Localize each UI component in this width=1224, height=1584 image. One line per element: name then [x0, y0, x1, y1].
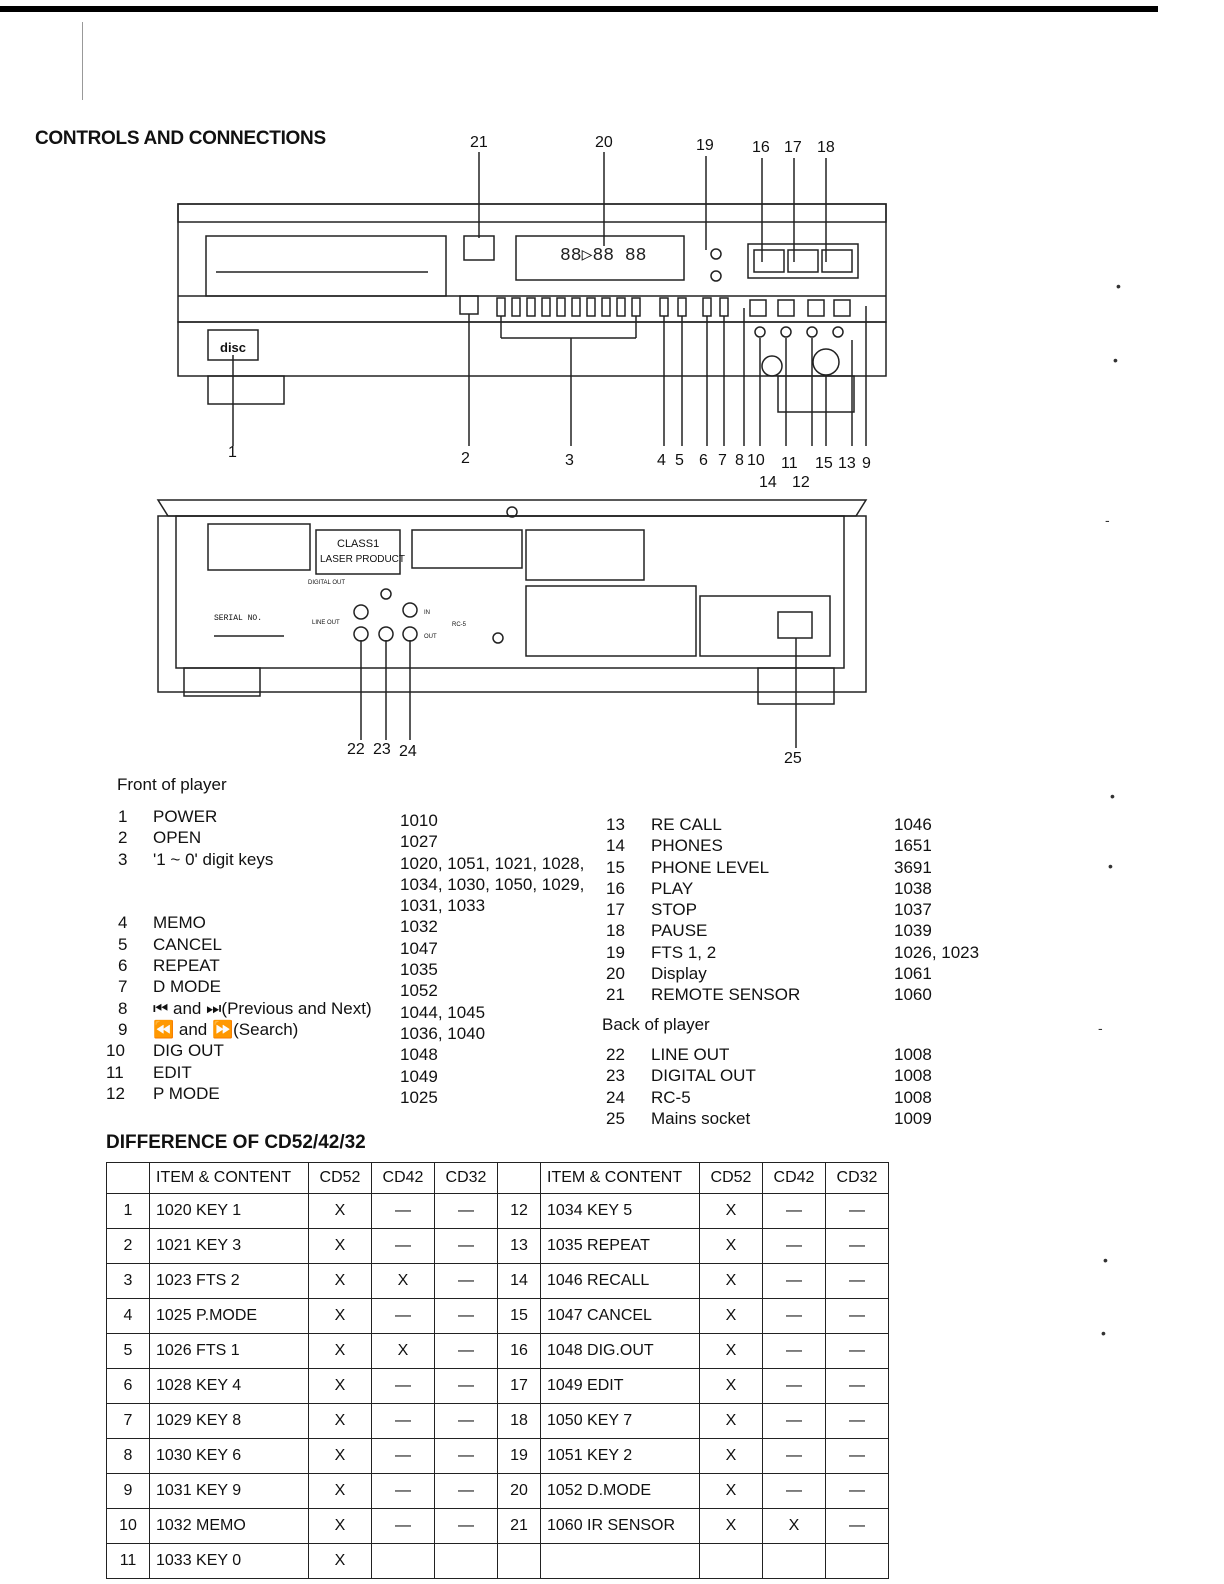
callout-10: 10 — [747, 452, 765, 469]
cd42-cell: — — [372, 1194, 435, 1229]
disc-logo: disc — [220, 340, 247, 355]
item-content: 1023 FTS 2 — [150, 1264, 309, 1299]
cd52-cell: X — [700, 1334, 763, 1369]
list-item: 24 RC-5 1008 — [606, 1087, 932, 1107]
cd32-cell: — — [826, 1194, 889, 1229]
table-row — [107, 1474, 889, 1509]
callout-19: 19 — [696, 137, 714, 154]
list-item: 3 '1 ~ 0' digit keys — [118, 849, 274, 869]
header-cd42: CD42 — [372, 1163, 435, 1194]
cd52-cell: X — [700, 1474, 763, 1509]
cd32-cell: — — [435, 1439, 498, 1474]
list-item: 23 DIGITAL OUT 1008 — [606, 1066, 932, 1086]
callout-1: 1 — [228, 444, 237, 461]
cd52-cell: X — [700, 1509, 763, 1544]
digital-out-label: DIGITAL OUT — [308, 580, 346, 586]
list-item: 19 FTS 1, 2 1026, 1023 — [606, 942, 980, 962]
row-index: 19 — [498, 1439, 541, 1474]
difference-table-body — [107, 1194, 889, 1579]
item-content: 1029 KEY 8 — [150, 1404, 309, 1439]
cd42-cell: — — [763, 1229, 826, 1264]
row-index: 2 — [107, 1229, 150, 1264]
row-index: 14 — [498, 1264, 541, 1299]
callout-24: 24 — [399, 743, 417, 760]
list-item: 17 STOP 1037 — [606, 900, 932, 920]
item-content — [541, 1544, 700, 1579]
cd52-cell: X — [309, 1439, 372, 1474]
callout-3: 3 — [565, 452, 574, 469]
row-index: 12 — [498, 1194, 541, 1229]
table-header-row — [107, 1163, 889, 1194]
cd42-cell: X — [372, 1334, 435, 1369]
row-index — [498, 1544, 541, 1579]
item-content: 1034 KEY 5 — [541, 1194, 700, 1229]
header-cd32: CD32 — [435, 1163, 498, 1194]
callout-23: 23 — [373, 741, 391, 758]
item-content: 1020 KEY 1 — [150, 1194, 309, 1229]
list-item: 18 PAUSE 1039 — [606, 921, 932, 941]
header-item: ITEM & CONTENT — [150, 1163, 309, 1194]
cd32-cell: — — [435, 1369, 498, 1404]
cd52-cell: X — [309, 1229, 372, 1264]
item-content: 1031 KEY 9 — [150, 1474, 309, 1509]
table-row — [107, 1299, 889, 1334]
header-cd52: CD52 — [700, 1163, 763, 1194]
callout-6: 6 — [699, 452, 708, 469]
cd52-cell: X — [309, 1404, 372, 1439]
cd32-cell: — — [826, 1439, 889, 1474]
callout-5: 5 — [675, 452, 684, 469]
cd32-cell: — — [435, 1474, 498, 1509]
rc5-label: RC-5 — [452, 622, 467, 628]
callout-11: 11 — [781, 455, 798, 472]
rc5-out-label: OUT — [424, 634, 437, 640]
callout-14: 14 — [759, 474, 777, 491]
callout-16: 16 — [752, 139, 770, 156]
row-index: 10 — [107, 1509, 150, 1544]
cd42-cell: — — [763, 1369, 826, 1404]
table-row — [107, 1404, 889, 1439]
list-item: 21 REMOTE SENSOR 1060 — [606, 985, 932, 1005]
cd42-cell: X — [763, 1509, 826, 1544]
cd32-cell: — — [826, 1229, 889, 1264]
row-index: 11 — [107, 1544, 150, 1579]
cd42-cell: — — [372, 1229, 435, 1264]
list-item: 20 Display 1061 — [606, 964, 932, 984]
item-content: 1051 KEY 2 — [541, 1439, 700, 1474]
item-content: 1050 KEY 7 — [541, 1404, 700, 1439]
cd52-cell: X — [309, 1369, 372, 1404]
item-content: 1047 CANCEL — [541, 1299, 700, 1334]
page-title: CONTROLS AND CONNECTIONS — [35, 128, 326, 149]
cd52-cell — [700, 1544, 763, 1579]
front-list-left — [106, 806, 388, 1104]
row-index: 1 — [107, 1194, 150, 1229]
item-content: 1032 MEMO — [150, 1509, 309, 1544]
list-item: 15 PHONE LEVEL 3691 — [606, 857, 932, 877]
list-item: 7 D MODE — [118, 977, 221, 997]
header-cd52: CD52 — [309, 1163, 372, 1194]
row-index: 9 — [107, 1474, 150, 1509]
cd42-cell: — — [763, 1264, 826, 1299]
item-content: 1028 KEY 4 — [150, 1369, 309, 1404]
item-content: 1052 D.MODE — [541, 1474, 700, 1509]
header-item: ITEM & CONTENT — [541, 1163, 700, 1194]
callout-2: 2 — [461, 450, 470, 467]
callout-17: 17 — [784, 139, 802, 156]
cd32-cell: — — [435, 1334, 498, 1369]
list-item: 5 CANCEL — [118, 934, 222, 954]
cd52-cell: X — [309, 1544, 372, 1579]
back-heading: Back of player — [602, 1015, 710, 1034]
cd32-cell: — — [826, 1509, 889, 1544]
row-index: 17 — [498, 1369, 541, 1404]
cd42-cell: — — [372, 1474, 435, 1509]
list-item: 2 OPEN — [118, 828, 202, 848]
row-index: 3 — [107, 1264, 150, 1299]
table-row — [107, 1544, 889, 1579]
cd52-cell: X — [700, 1439, 763, 1474]
callout-13: 13 — [838, 455, 856, 472]
list-item: 9 ⏪ and ⏩(Search) — [118, 1019, 299, 1039]
cd42-cell: — — [372, 1369, 435, 1404]
row-index: 7 — [107, 1404, 150, 1439]
callout-7: 7 — [718, 452, 727, 469]
callout-18: 18 — [817, 139, 835, 156]
list-item: 25 Mains socket 1009 — [606, 1108, 932, 1128]
row-index: 21 — [498, 1509, 541, 1544]
list-item: 13 RE CALL 1046 — [606, 815, 932, 834]
table-row — [107, 1264, 889, 1299]
row-index: 18 — [498, 1404, 541, 1439]
cd42-cell: — — [763, 1439, 826, 1474]
list-item: 22 LINE OUT 1008 — [606, 1045, 932, 1064]
row-index: 6 — [107, 1369, 150, 1404]
callout-4: 4 — [657, 452, 666, 469]
cd52-cell: X — [700, 1299, 763, 1334]
cd32-cell — [435, 1544, 498, 1579]
cd32-cell: — — [435, 1264, 498, 1299]
list-item: 6 REPEAT — [118, 956, 220, 976]
cd42-cell: — — [763, 1194, 826, 1229]
diff-title: DIFFERENCE OF CD52/42/32 — [106, 1132, 366, 1153]
list-item: 1 POWER — [118, 807, 218, 826]
cd52-cell: X — [700, 1264, 763, 1299]
list-item: 14 PHONES 1651 — [606, 836, 932, 856]
cd52-cell: X — [700, 1229, 763, 1264]
cd42-cell: — — [763, 1334, 826, 1369]
difference-table — [106, 1162, 889, 1579]
cd42-cell: — — [763, 1404, 826, 1439]
table-row — [107, 1334, 889, 1369]
row-index: 4 — [107, 1299, 150, 1334]
list-item: 16 PLAY 1038 — [606, 878, 932, 898]
cd52-cell: X — [700, 1194, 763, 1229]
row-index: 20 — [498, 1474, 541, 1509]
rc5-in-label: IN — [424, 610, 430, 616]
item-content: 1021 KEY 3 — [150, 1229, 309, 1264]
serial-label: SERIAL NO. — [214, 614, 263, 623]
row-index: 13 — [498, 1229, 541, 1264]
cd42-cell — [763, 1544, 826, 1579]
cd32-cell: — — [435, 1404, 498, 1439]
class-label: CLASS1 — [337, 538, 380, 550]
display-digits: 88▷88 88 — [560, 246, 647, 266]
front-heading: Front of player — [117, 775, 227, 794]
table-row — [107, 1369, 889, 1404]
item-content: 1026 FTS 1 — [150, 1334, 309, 1369]
cd52-cell: X — [309, 1474, 372, 1509]
cd32-cell: — — [435, 1229, 498, 1264]
list-item: 4 MEMO — [118, 913, 206, 933]
back-list — [606, 1044, 996, 1129]
item-content: 1060 IR SENSOR — [541, 1509, 700, 1544]
list-item: 12 P MODE — [106, 1083, 220, 1103]
cd32-cell: — — [826, 1299, 889, 1334]
item-content: 1046 RECALL — [541, 1264, 700, 1299]
item-content: 1049 EDIT — [541, 1369, 700, 1404]
item-content: 1035 REPEAT — [541, 1229, 700, 1264]
callout-8: 8 — [735, 452, 744, 469]
header-cd32: CD32 — [826, 1163, 889, 1194]
cd52-cell: X — [309, 1194, 372, 1229]
cd32-cell: — — [826, 1404, 889, 1439]
laser-label: LASER PRODUCT — [320, 554, 406, 565]
cd52-cell: X — [309, 1299, 372, 1334]
table-row — [107, 1439, 889, 1474]
cd32-cell: — — [826, 1334, 889, 1369]
line-out-label: LINE OUT — [312, 620, 340, 626]
header-cd42: CD42 — [763, 1163, 826, 1194]
cd42-cell: — — [372, 1299, 435, 1334]
item-content: 1033 KEY 0 — [150, 1544, 309, 1579]
item-content: 1048 DIG.OUT — [541, 1334, 700, 1369]
callout-21: 21 — [470, 134, 488, 151]
table-row — [107, 1194, 889, 1229]
table-row — [107, 1229, 889, 1264]
cd42-cell: — — [763, 1299, 826, 1334]
list-item: 8 ⏮ and ⏭(Previous and Next) — [118, 998, 372, 1018]
cd32-cell: — — [826, 1369, 889, 1404]
callout-25: 25 — [784, 750, 802, 767]
row-index: 8 — [107, 1439, 150, 1474]
callout-9: 9 — [862, 455, 871, 472]
front-codes-left: 1010 1027 1020, 1051, 1021, 1028, 1034, 1030, 1050, 1029, 1031, 1033 1032 1047 1035 1052 1044, 1045 1036, 1040 1048 1049 1025 — [400, 811, 585, 1107]
cd32-cell: — — [435, 1194, 498, 1229]
list-item: 11 EDIT — [106, 1062, 192, 1082]
cd42-cell — [372, 1544, 435, 1579]
cd32-cell — [826, 1544, 889, 1579]
callout-12: 12 — [792, 474, 810, 491]
cd52-cell: X — [700, 1404, 763, 1439]
cd52-cell: X — [309, 1509, 372, 1544]
callout-15: 15 — [815, 455, 833, 472]
cd42-cell: — — [763, 1474, 826, 1509]
cd32-cell: — — [826, 1474, 889, 1509]
list-item: 10 DIG OUT — [106, 1041, 224, 1061]
cd52-cell: X — [309, 1264, 372, 1299]
item-content: 1030 KEY 6 — [150, 1439, 309, 1474]
cd42-cell: — — [372, 1404, 435, 1439]
cd52-cell: X — [309, 1334, 372, 1369]
cd52-cell: X — [700, 1369, 763, 1404]
cd32-cell: — — [435, 1299, 498, 1334]
callout-22: 22 — [347, 741, 365, 758]
front-list-right — [606, 814, 996, 1006]
row-index: 15 — [498, 1299, 541, 1334]
callout-20: 20 — [595, 134, 613, 151]
cd42-cell: — — [372, 1439, 435, 1474]
cd42-cell: X — [372, 1264, 435, 1299]
cd42-cell: — — [372, 1509, 435, 1544]
cd32-cell: — — [435, 1509, 498, 1544]
table-row — [107, 1509, 889, 1544]
row-index: 16 — [498, 1334, 541, 1369]
item-content: 1025 P.MODE — [150, 1299, 309, 1334]
cd32-cell: — — [826, 1264, 889, 1299]
row-index: 5 — [107, 1334, 150, 1369]
